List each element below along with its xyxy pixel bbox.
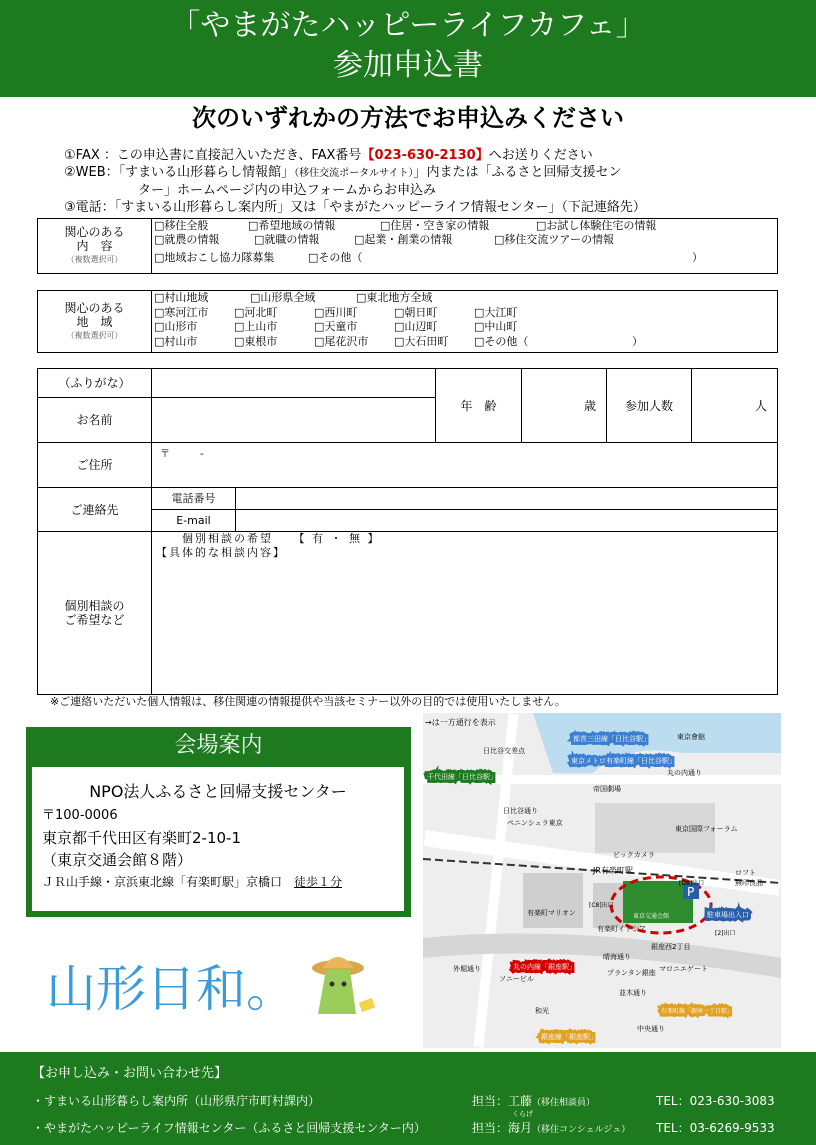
method-web-cont: ター」ホームページ内の申込フォームからお申込み [138,183,437,198]
venue-box [26,727,411,917]
checkbox-option[interactable]: □東根市 [234,334,278,348]
map-label: 外堀通り [453,965,481,973]
map-label: 千代田線「日比谷駅」 [427,773,497,781]
checkbox-option[interactable]: □大江町 [474,305,518,319]
map-label: JR有楽町駅 [593,866,633,875]
phone-label: 電話番号 [152,488,236,510]
furigana-label: （ふりがな） [38,369,152,398]
interest-content-label: 関心のある 内 容 （複数選択可） [38,219,152,274]
form-title: 参加申込書 [333,48,483,83]
age-label: 年 齢 [436,369,522,443]
venue-walk: 徒歩１分 [294,875,343,889]
map-label: 有楽町線「銀座一丁目駅」 [661,1008,734,1015]
svg-text:P: P [687,885,695,899]
checkbox-option[interactable]: □上山市 [234,320,278,333]
phone-input[interactable] [236,488,778,510]
map-label: 日比谷交差点 [483,747,525,755]
venue-address: 東京都千代田区有楽町2-10-1 [42,829,242,847]
map-label: 東京會舘 [677,733,705,741]
map-label: ロフト [735,869,756,877]
map-label: 有楽町マリオン [527,909,576,917]
footer-heading: 【お申し込み・お問い合わせ先】 [32,1066,228,1081]
furigana-input[interactable] [152,369,436,398]
map-label: 丸の内線「銀座駅」 [513,963,576,971]
marion-building [523,873,583,928]
map-label: 銀座西2丁目 [651,943,691,951]
mascot-icon [312,957,375,1014]
privacy-note: ※ご連絡いただいた個人情報は、移住関連の情報提供や当該セミナー以外の目的では使用いたしません。 [50,695,566,708]
checkbox-option[interactable]: □大石田町 [394,334,449,348]
checkbox-option[interactable]: □移住全般 [154,219,209,232]
checkbox-option[interactable]: □起業・創業の情報 [354,233,453,246]
header-banner [0,0,816,97]
checkbox-option[interactable]: □山形県全域 [250,291,316,304]
interest-content-options: □移住全般 □希望地域の情報 □住居・空き家の情報 □お試し体験住宅の情報 □就農の情報 □就職の情報 □起業・創業の情報 □移住交流ツアーの情報 □地域おこし協力隊募集 □その他（ ） [152,219,778,274]
instruction-heading: 次のいずれかの方法でお申込みください [192,104,624,132]
yamagata-biyori-logo [46,948,406,1032]
method-web: ②WEB：「すまいる山形暮らし情報館」（移住交流ポータルサイト）」内または「ふるさと回帰支援セン [64,165,622,180]
interest-region-options: □村山地域 □山形県全域 □東北地方全域 □寒河江市 □河北町 □西川町 □朝日町 □大江町 □山形市 □上山市 □天童市 □山辺町 □中山町 □村山市 □東根市 □尾花沢市 □大石田町 □その他（ ） [152,291,778,353]
name-input[interactable] [152,398,436,443]
checkbox-option[interactable]: □尾花沢市 [314,334,369,348]
venue-title: 会場案内 [174,733,263,758]
checkbox-option[interactable]: □就農の情報 [154,233,220,246]
map-label: [C8]出口 [589,902,614,909]
map-label: 和光 [535,1007,549,1015]
map-label: ペニンシュラ東京 [507,819,563,827]
address-input[interactable] [152,443,778,488]
map-label: 有楽町イトシア [597,925,646,933]
checkbox-option[interactable]: □寒河江市 [154,305,209,319]
map-label: プランタン銀座 [607,969,656,977]
map-label: マロニエゲート [659,965,708,973]
map-legend: →は一方通行を表示 [425,718,496,727]
map-label: 東京メトロ有楽町線「日比谷駅」 [571,757,676,765]
map-label: 都営三田線「日比谷駅」 [573,735,650,743]
venue-org: NPO法人ふるさと回帰支援センター [89,782,347,801]
map-label: 駐車場出入口 [707,911,749,919]
map-label: 中央通り [637,1025,665,1033]
venue-building: （東京交通会館８階） [42,851,193,869]
map-label: [2]出口 [715,930,736,937]
interest-content-table [37,218,778,274]
consult-detail: 【具体的な相談内容】 [156,546,286,559]
address-contact-table [37,442,778,695]
map-label: 並木通り [619,989,647,997]
checkbox-option[interactable]: □村山地域 [154,291,209,304]
email-label: E-mail [152,510,236,532]
venue-access: ＪＲ山手線・京浜東北線「有楽町駅」京橋口 徒歩１分 [42,875,343,889]
postal-mark: 〒 - [160,449,204,460]
venue-postal: 〒100-0006 [42,808,118,823]
map-label: ビックカメラ [613,851,655,859]
checkbox-option[interactable]: □お試し体験住宅の情報 [536,219,657,232]
map-label: 晴海通り [603,953,631,961]
checkbox-option[interactable]: □村山市 [154,334,198,348]
map-label: [D8]出口 [679,880,705,887]
checkbox-option[interactable]: □その他（ [308,251,363,264]
map-label: 銀座線「銀座駅」 [541,1033,597,1041]
interest-region-table [37,290,778,353]
consult-label: 個別相談の ご希望など [38,532,152,695]
footer-tel-1: TEL：023-630-3083 [656,1094,775,1108]
checkbox-option[interactable]: □移住交流ツアーの情報 [494,233,615,246]
checkbox-option[interactable]: □その他（ [474,334,529,348]
consult-wish: 個別相談の希望 【 有 ・ 無 】 [182,532,381,545]
consult-input[interactable] [152,532,778,695]
map-label: ソニービル [499,975,534,983]
address-label: ご住所 [38,443,152,488]
map-label: 丸の内通り [667,769,702,777]
participants-unit: 人 [754,399,767,413]
checkbox-option[interactable]: □天童市 [314,320,358,333]
map-label: 無印良品 [735,879,763,887]
personal-info-table [37,368,778,443]
checkbox-option[interactable]: □西川町 [314,305,358,319]
application-methods [64,147,646,216]
participants-input[interactable] [692,369,778,443]
venue-map [423,713,781,1048]
map-label: 日比谷通り [503,807,538,815]
checkbox-option[interactable]: □地域おこし協力隊募集 [154,251,275,264]
email-input[interactable] [236,510,778,532]
checkbox-option[interactable]: □希望地域の情報 [248,219,336,232]
name-label: お名前 [38,398,152,443]
map-label: 帝国劇場 [593,785,621,793]
footer-tel-2: TEL：03-6269-9533 [656,1121,775,1135]
checkbox-option[interactable]: □東北地方全域 [356,291,433,304]
event-title: 「やまがたハッピーライフカフェ」 [170,8,646,43]
checkbox-option[interactable]: □河北町 [234,305,278,319]
method-tel: ③電話：「すまいる山形暮らし案内所」又は「やまがたハッピーライフ情報センター」（下記連絡先） [64,200,646,215]
checkbox-option[interactable]: □中山町 [474,320,518,333]
contact-label: ご連絡先 [38,488,152,532]
checkbox-option[interactable]: □朝日町 [394,305,438,319]
footer-org-1: ・すまいる山形暮らし案内所（山形県庁市町村課内） [32,1094,321,1108]
contact-footer [0,1052,816,1145]
checkbox-option[interactable]: □山形市 [154,320,198,333]
interest-region-label: 関心のある 地 域 （複数選択可） [38,291,152,353]
fax-number: 【023-630-2130】 [361,148,489,163]
checkbox-option[interactable]: □山辺町 [394,320,438,333]
checkbox-option[interactable]: □就職の情報 [254,233,320,246]
logo-text: 山形日和。 [46,960,296,1018]
venue-details [32,767,404,911]
age-unit: 歳 [583,399,596,413]
participants-label: 参加人数 [607,369,692,443]
map-label: 東京国際フォーラム [675,825,738,833]
checkbox-option[interactable]: □住居・空き家の情報 [380,219,490,232]
map-label: 東京交通会館 [633,913,670,920]
method-fax: ①FAX ：この申込書に直接記入いただき、FAX番号【023-630-2130】へお送りください [64,148,593,163]
footer-person-1: 担当：工藤（移住相談員） [472,1094,596,1108]
footer-person-2: 担当：海月（移住コンシェルジュ） [472,1121,631,1135]
footer-org-2: ・やまがたハッピーライフ情報センター（ふるさと回帰支援センター内） [32,1121,426,1135]
age-input[interactable] [522,369,607,443]
footer-ruby-2: くらげ [512,1110,533,1118]
